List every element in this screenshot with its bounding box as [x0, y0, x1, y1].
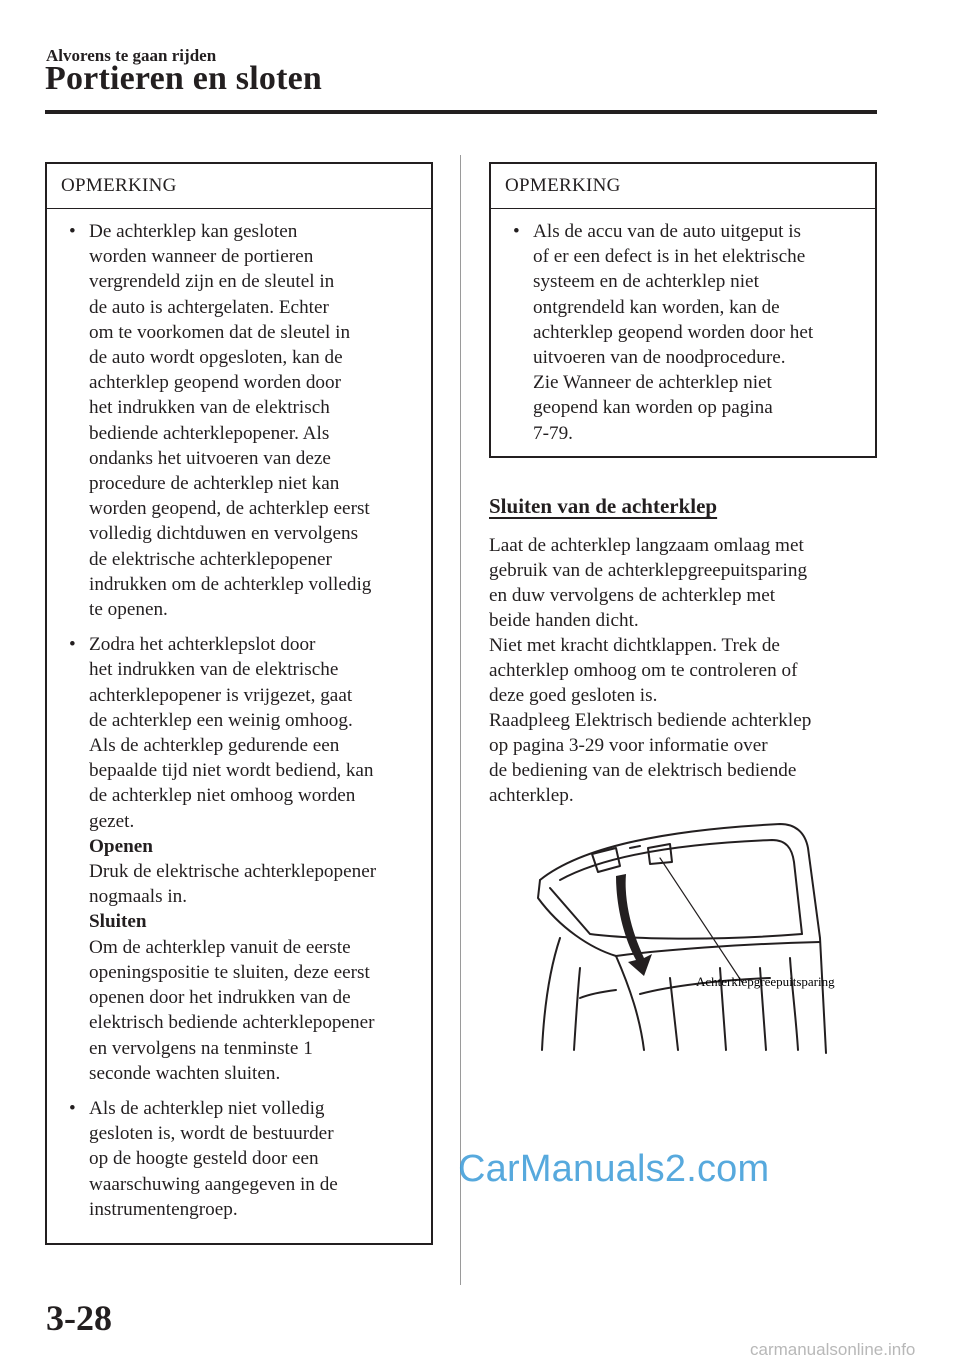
- bullet-line: procedure de achterklep niet kan: [89, 473, 340, 495]
- bullet-line: indrukken om de achterklep volledig: [89, 573, 372, 595]
- bullet-line: de auto is achtergelaten. Echter: [89, 296, 329, 318]
- bullet-line: geopend kan worden op pagina: [533, 397, 773, 419]
- bullet-line: het indrukken van de elektrische: [89, 659, 339, 681]
- bullet-line: te openen.: [89, 599, 168, 621]
- bullet-line: de achterklep een weinig omhoog.: [89, 709, 353, 731]
- bullet-line: bepaalde tijd niet wordt bediend, kan: [89, 760, 374, 782]
- note-title-right: OPMERKING: [491, 164, 875, 209]
- body-line: Laat de achterklep langzaam omlaag met: [489, 535, 804, 556]
- bullet-line: volledig dichtduwen en vervolgens: [89, 523, 359, 545]
- bullet-line: Druk de elektrische achterklepopener: [89, 861, 377, 883]
- body-line: deze goed gesloten is.: [489, 685, 658, 706]
- tailgate-illustration: [520, 818, 840, 1058]
- bullet-line: de elektrische achterklepopener: [89, 548, 332, 570]
- bullet-line: de auto wordt opgesloten, kan de: [89, 347, 343, 369]
- tailgate-figure: [520, 818, 840, 1058]
- bullet-line: ondanks het uitvoeren van deze: [89, 447, 331, 469]
- bullet-line: achterklep geopend worden door: [89, 372, 342, 394]
- header-rule: [45, 110, 877, 114]
- page-title: Portieren en sloten: [45, 60, 322, 97]
- site-mark: carmanualsonline.info: [750, 1340, 916, 1359]
- note-body-left: [47, 209, 431, 1222]
- bullet-line: vergrendeld zijn en de sleutel in: [89, 271, 335, 293]
- body-line: achterklep.: [489, 785, 574, 806]
- bullet-dot: •: [69, 1097, 76, 1119]
- bullet-line: de achterklep niet omhoog worden: [89, 785, 356, 807]
- note-bullet: [507, 219, 869, 446]
- open-heading: Openen: [89, 835, 153, 857]
- bullet-line: waarschuwing aangegeven in de: [89, 1173, 338, 1195]
- page-number: 3-28: [46, 1298, 112, 1338]
- note-body-right: [491, 209, 875, 446]
- body-line: beide handen dicht.: [489, 610, 639, 631]
- bullet-dot: •: [69, 634, 76, 656]
- body-line: de bediening van de elektrisch bediende: [489, 760, 797, 781]
- note-bullet: [63, 632, 425, 1086]
- note-bullet: [63, 1096, 425, 1222]
- bullet-line: Als de achterklep niet volledig: [89, 1097, 325, 1119]
- bullet-line: Om de achterklep vanuit de eerste: [89, 936, 351, 958]
- bullet-line: om te voorkomen dat de sleutel in: [89, 321, 351, 343]
- closing-arrow-icon: [616, 874, 652, 976]
- bullet-line: instrumentengroep.: [89, 1198, 238, 1220]
- bullet-line: Zodra het achterklepslot door: [89, 634, 316, 656]
- bullet-line: het indrukken van de elektrisch: [89, 397, 330, 419]
- bullet-line: nogmaals in.: [89, 886, 188, 908]
- bullet-line: worden geopend, de achterklep eerst: [89, 498, 370, 520]
- body-line: achterklep omhoog om te controleren of: [489, 660, 798, 681]
- bullet-line: op de hoogte gesteld door een: [89, 1148, 319, 1170]
- callout-label: Achterklepgreepuitsparing: [696, 974, 835, 989]
- bullet-line: openen door het indrukken van de: [89, 987, 351, 1009]
- bullet-line: achterklepopener is vrijgezet, gaat: [89, 684, 353, 706]
- bullet-line: Als de accu van de auto uitgeput is: [533, 221, 802, 242]
- body-line: Raadpleeg Elektrisch bediende achterklep: [489, 710, 812, 731]
- bullet-line: ontgrendeld kan worden, kan de: [533, 296, 780, 318]
- header-subtitle: Alvorens te gaan rijden: [46, 46, 217, 65]
- bullet-line: worden wanneer de portieren: [89, 246, 314, 268]
- bullet-line: gesloten is, wordt de bestuurder: [89, 1123, 334, 1145]
- bullet-line: en vervolgens na tenminste 1: [89, 1037, 313, 1059]
- bullet-line: bediende achterklepopener. Als: [89, 422, 330, 444]
- bullet-line: seconde wachten sluiten.: [89, 1062, 281, 1084]
- watermark: CarManuals2.com: [458, 1148, 770, 1190]
- body-line: Niet met kracht dichtklappen. Trek de: [489, 635, 780, 656]
- note-bullet: [63, 219, 425, 622]
- bullet-line: Als de achterklep gedurende een: [89, 735, 340, 757]
- bullet-line: De achterklep kan gesloten: [89, 221, 298, 242]
- bullet-line: achterklep geopend worden door het: [533, 321, 814, 343]
- bullet-dot: •: [513, 221, 520, 242]
- body-line: op pagina 3-29 voor informatie over: [489, 735, 768, 756]
- bullet-line: systeem en de achterklep niet: [533, 271, 759, 293]
- bullet-line: 7-79.: [533, 422, 573, 444]
- bullet-line: gezet.: [89, 810, 135, 832]
- close-heading: Sluiten: [89, 911, 147, 933]
- section-title: Sluiten van de achterklep: [489, 494, 718, 518]
- bullet-line: Zie Wanneer de achterklep niet: [533, 372, 772, 394]
- bullet-line: elektrisch bediende achterklepopener: [89, 1012, 375, 1034]
- column-divider: [460, 155, 461, 1285]
- body-line: gebruik van de achterklepgreepuitsparing: [489, 560, 808, 581]
- note-box-left: [45, 162, 433, 1245]
- bullet-line: uitvoeren van de noodprocedure.: [533, 347, 786, 369]
- note-box-right: [489, 162, 877, 458]
- bullet-line: openingspositie te sluiten, deze eerst: [89, 961, 370, 983]
- note-title-left: OPMERKING: [47, 164, 431, 209]
- bullet-dot: •: [69, 221, 76, 242]
- body-line: en duw vervolgens de achterklep met: [489, 585, 776, 606]
- section-body: [489, 533, 879, 808]
- bullet-line: of er een defect is in het elektrische: [533, 246, 806, 268]
